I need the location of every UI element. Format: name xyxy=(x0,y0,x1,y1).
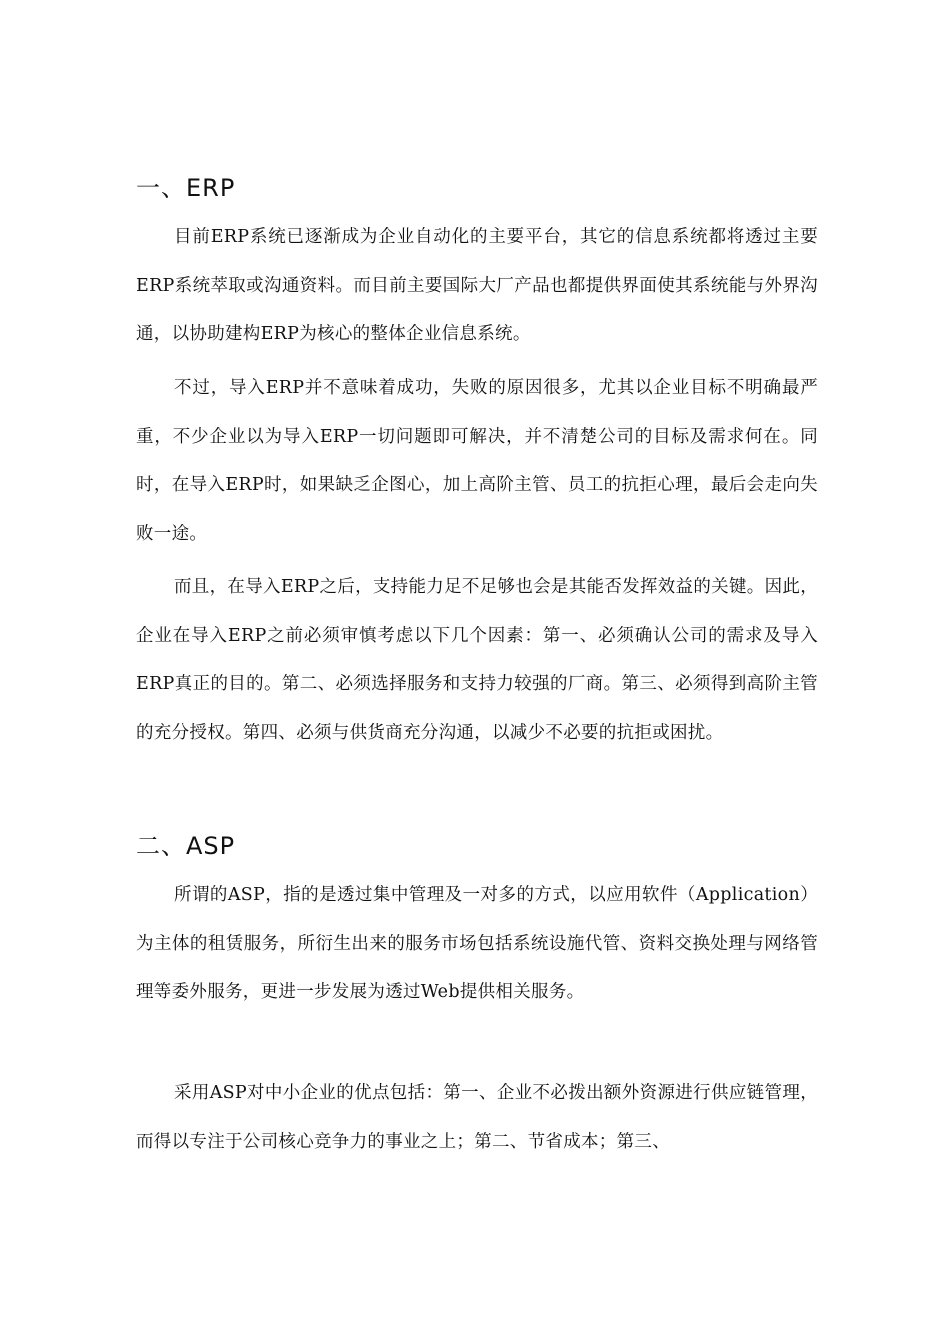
section-heading-erp: 一、ERP xyxy=(136,174,236,202)
paragraph: 目前ERP系统已逐渐成为企业自动化的主要平台，其它的信息系统都将透过主要ERP系统萃取或沟通资料。而目前主要国际大厂产品也都提供界面使其系统能与外界沟通，以协助建构ERP为核心的整体企业信息系统。 xyxy=(136,227,818,344)
paragraph: 而且，在导入ERP之后，支持能力足不足够也会是其能否发挥效益的关键。因此，企业在导入ERP之前必须审慎考虑以下几个因素：第一、必须确认公司的需求及导入ERP真正的目的。第二、必须选择服务和支持力较强的厂商。第三、必须得到高阶主管的充分授权。第四、必须与供货商充分沟通，以减少不必要的抗拒或困扰。 xyxy=(136,577,818,743)
section-heading-asp: 二、ASP xyxy=(136,832,236,860)
paragraph: 采用ASP对中小企业的优点包括：第一、企业不必拨出额外资源进行供应链管理，而得以专注于公司核心竞争力的事业之上；第二、节省成本；第三、 xyxy=(136,1083,818,1152)
paragraph: 不过，导入ERP并不意味着成功，失败的原因很多，尤其以企业目标不明确最严重，不少企业以为导入ERP一切问题即可解决，并不清楚公司的目标及需求何在。同时，在导入ERP时，如果缺乏企图心，加上高阶主管、员工的抗拒心理，最后会走向失败一途。 xyxy=(136,378,818,544)
paragraph: 所谓的ASP，指的是透过集中管理及一对多的方式，以应用软件（Application）为主体的租赁服务，所衍生出来的服务市场包括系统设施代管、资料交换处理与网络管理等委外服务，更进一步发展为透过Web提供相关服务。 xyxy=(136,885,818,1002)
